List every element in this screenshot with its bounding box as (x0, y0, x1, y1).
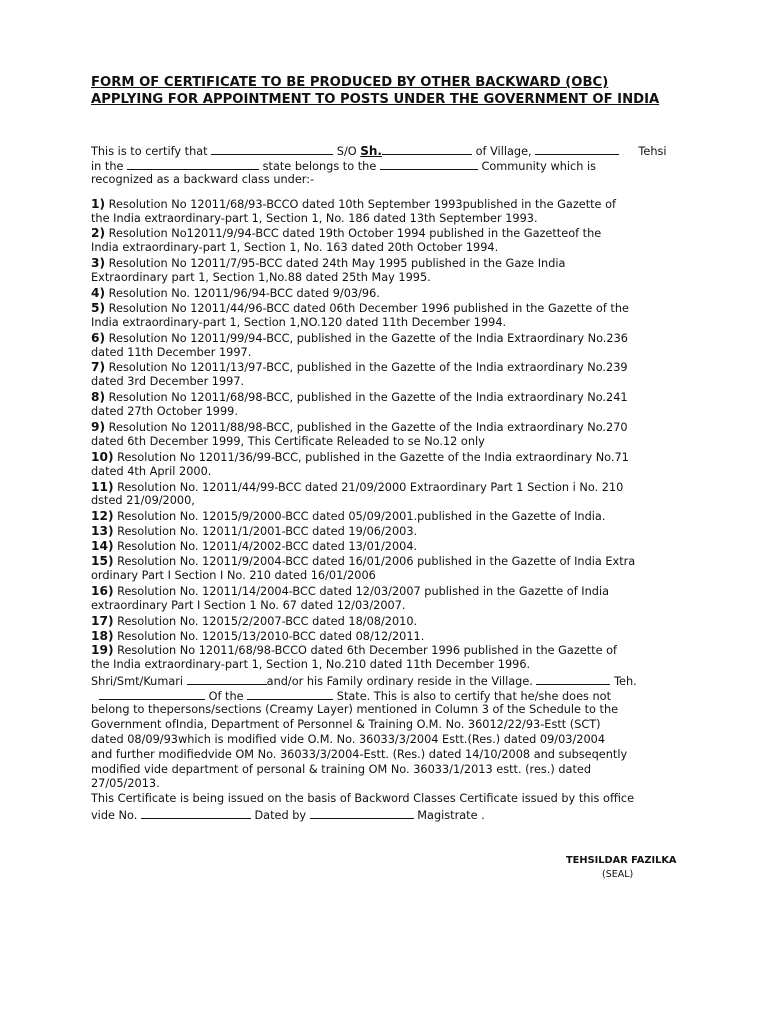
dated-by-label: Dated by (254, 809, 307, 823)
resolution-number: 19) (91, 643, 114, 658)
signatory-name: TEHSILDAR FAZILKA (566, 855, 677, 866)
resolution-text: Resolution No 12011/36/99-BCC, published in the Gazette of the India extraordinary No.71 (113, 450, 629, 464)
resolution-item (91, 480, 681, 495)
resolution-item (91, 331, 681, 346)
village-blank[interactable] (535, 143, 619, 155)
teh-blank[interactable] (99, 688, 205, 700)
resolution-number: 11) (91, 479, 114, 494)
applicant-blank[interactable] (187, 673, 267, 685)
resolution-item (91, 197, 681, 212)
village-label: of Village, (475, 145, 532, 158)
resolution-text: Resolution No. 12011/9/2004-BCC dated 16/01/2006 published in the Gazette of India Extra (113, 555, 636, 569)
resolution-item (91, 643, 681, 658)
resolution-continuation: dated 27th October 1999. (91, 405, 238, 419)
so-label: S/O (336, 145, 357, 158)
resolution-number: 10) (91, 449, 114, 464)
reside-text: and/or his Family ordinary reside in the Village. (266, 675, 533, 689)
teh-label: Teh. (614, 675, 637, 689)
resolution-item (91, 450, 681, 465)
certificate-title (91, 74, 731, 108)
closing-line-5: dated 08/09/93which is modified vide O.M. No. 36033/3/2004 Estt.(Res.) dated 09/03/2004 (91, 732, 606, 746)
resolution-number: 14) (91, 539, 114, 554)
resolution-item (91, 584, 681, 599)
resolution-item (91, 554, 681, 569)
resolution-continuation: dsted 21/09/2000, (91, 494, 195, 508)
closing-line-1 (91, 673, 681, 688)
state-blank[interactable] (247, 688, 333, 700)
resolution-item (91, 301, 681, 316)
resolution-text: Resolution No 12011/13/97-BCC, published in the Gazette of the India extraordinary No.239 (105, 361, 628, 375)
resolution-text: Resolution No 12011/68/98-BCCO dated 6th December 1996 published in the Gazette of (113, 644, 617, 658)
father-name-blank[interactable] (382, 143, 472, 155)
certificate-body (91, 143, 681, 822)
vide-no-label: vide No. (91, 809, 138, 823)
community-blank[interactable] (380, 158, 478, 170)
resolution-number: 5) (91, 300, 106, 315)
resolution-continuation: dated 11th December 1997. (91, 345, 252, 359)
resolution-continuation: ordinary Part I Section I No. 210 dated 16/01/2006 (91, 568, 376, 582)
closing-line-8: 27/05/2013. (91, 777, 160, 791)
magistrate-blank[interactable] (310, 807, 414, 819)
reside-village-blank[interactable] (536, 673, 610, 685)
tehsil-label: Tehsi (638, 145, 667, 158)
resolution-text: Resolution No. 12015/2/2007-BCC dated 18/08/2010. (113, 614, 418, 628)
resolution-item (91, 614, 681, 629)
resolutions-list (91, 197, 681, 674)
resolution-text: Resolution No 12011/99/94-BCC, published in the Gazette of the India Extraordinary No.236 (105, 331, 628, 345)
resolution-item (91, 390, 681, 405)
certificate-no-blank[interactable] (141, 807, 251, 819)
creamy-text: State. This is also to certify that he/she does not (336, 690, 612, 704)
resolution-number: 17) (91, 613, 114, 628)
resolution-number: 6) (91, 330, 106, 345)
resolution-number: 15) (91, 554, 114, 569)
resolution-item (91, 509, 681, 524)
of-the-label: Of the (208, 690, 244, 704)
resolution-continuation: dated 6th December 1999, This Certificate Releaded to se No.12 only (91, 434, 485, 448)
resolution-item (91, 524, 681, 539)
resolution-text: Resolution No 12011/68/93-BCCO dated 10th September 1993published in the Gazette of (105, 197, 616, 211)
resolution-continuation: the India extraordinary-part 1, Section 1, No.210 dated 11th December 1996. (91, 658, 531, 672)
resolution-continuation: dated 4th April 2000. (91, 464, 212, 478)
seal-label: (SEAL) (602, 869, 634, 880)
resolution-item (91, 286, 681, 301)
resolution-number: 7) (91, 360, 106, 375)
resolution-number: 2) (91, 226, 106, 241)
magistrate-label: Magistrate . (417, 809, 485, 823)
intro-line-1 (91, 143, 681, 158)
resolution-text: Resolution No. 12011/44/99-BCC dated 21/09/2000 Extraordinary Part 1 Section i No. 210 (113, 480, 624, 494)
resolution-text: Resolution No 12011/7/95-BCC dated 24th May 1995 published in the Gaze India (105, 257, 566, 271)
resolution-text: Resolution No 12011/68/98-BCC, published in the Gazette of the India extraordinary No.241 (105, 391, 628, 405)
closing-line-9: This Certificate is being issued on the basis of Backword Classes Certificate issued by this office (91, 792, 635, 806)
resolution-text: Resolution No 12011/88/98-BCC, published in the Gazette of the India extraordinary No.270 (105, 421, 628, 435)
resolution-text: Resolution No. 12011/96/94-BCC dated 9/03/96. (105, 287, 380, 301)
tehsil-blank[interactable] (127, 158, 259, 170)
resolution-text: Resolution No 12011/44/96-BCC dated 06th December 1996 published in the Gazette of the (105, 301, 629, 315)
title-line-1: FORM OF CERTIFICATE TO BE PRODUCED BY OTHER BACKWARD (OBC) (91, 75, 609, 90)
closing-line-6: and further modifiedvide OM No. 36033/3/2004-Estt. (Res.) dated 14/10/2008 and subseqently (91, 747, 628, 761)
resolution-item (91, 226, 681, 241)
closing-line-10 (91, 807, 681, 822)
resolution-text: Resolution No. 12015/9/2000-BCC dated 05/09/2001.published in the Gazette of India. (113, 510, 606, 524)
closing-line-2 (91, 688, 681, 703)
community-label: Community which is (481, 159, 596, 173)
closing-line-3: belong to thepersons/sections (Creamy Layer) mentioned in Column 3 of the Schedule to the (91, 702, 619, 716)
resolution-continuation: extraordinary Part I Section 1 No. 67 dated 12/03/2007. (91, 598, 406, 612)
resolution-continuation: India extraordinary-part 1, Section 1,NO.120 dated 11th December 1994. (91, 315, 507, 329)
resolution-text: Resolution No. 12011/14/2004-BCC dated 12/03/2007 published in the Gazette of India (113, 584, 610, 598)
resolution-number: 13) (91, 524, 114, 539)
resolution-text: Resolution No. 12011/1/2001-BCC dated 19/06/2003. (113, 525, 418, 539)
resolution-number: 9) (91, 420, 106, 435)
intro-line-3: recognized as a backward class under:- (91, 172, 315, 186)
resolution-number: 1) (91, 196, 106, 211)
resolution-continuation: dated 3rd December 1997. (91, 375, 245, 389)
resolution-text: Resolution No12011/9/94-BCC dated 19th October 1994 published in the Gazetteof the (105, 227, 602, 241)
closing-line-4: Government ofIndia, Department of Personnel & Training O.M. No. 36012/22/93-Estt (SCT) (91, 717, 601, 731)
resolution-continuation: Extraordinary part 1, Section 1,No.88 dated 25th May 1995. (91, 271, 431, 285)
resolution-item (91, 420, 681, 435)
resolution-number: 12) (91, 509, 114, 524)
resolution-item (91, 256, 681, 271)
resolution-text: Resolution No. 12015/13/2010-BCC dated 08/12/2011. (113, 629, 425, 643)
resolution-item (91, 629, 681, 644)
intro-text: This is to certify that (91, 145, 208, 158)
intro-line-2 (91, 158, 681, 173)
title-line-2: APPLYING FOR APPOINTMENT TO POSTS UNDER THE GOVERNMENT OF INDIA (91, 92, 660, 107)
closing-line-7: modified vide department of personal & training OM No. 36033/1/2013 estt. (res.) dated (91, 762, 592, 776)
shri-label: Shri/Smt/Kumari (91, 675, 184, 689)
state-label: state belongs to the (262, 159, 377, 173)
resolution-number: 18) (91, 628, 114, 643)
resolution-number: 3) (91, 256, 106, 271)
resolution-number: 4) (91, 286, 106, 301)
resolution-continuation: India extraordinary-part 1, Section 1, No. 163 dated 20th October 1994. (91, 241, 499, 255)
resolution-item (91, 360, 681, 375)
sh-label: Sh. (360, 144, 382, 158)
resolution-item (91, 539, 681, 554)
resolution-number: 8) (91, 390, 106, 405)
resolution-number: 16) (91, 583, 114, 598)
in-the-label: in the (91, 159, 124, 173)
resolution-text: Resolution No. 12011/4/2002-BCC dated 13/01/2004. (113, 540, 418, 554)
resolution-continuation: the India extraordinary-part 1, Section 1, No. 186 dated 13th September 1993. (91, 211, 538, 225)
name-blank[interactable] (211, 143, 333, 155)
